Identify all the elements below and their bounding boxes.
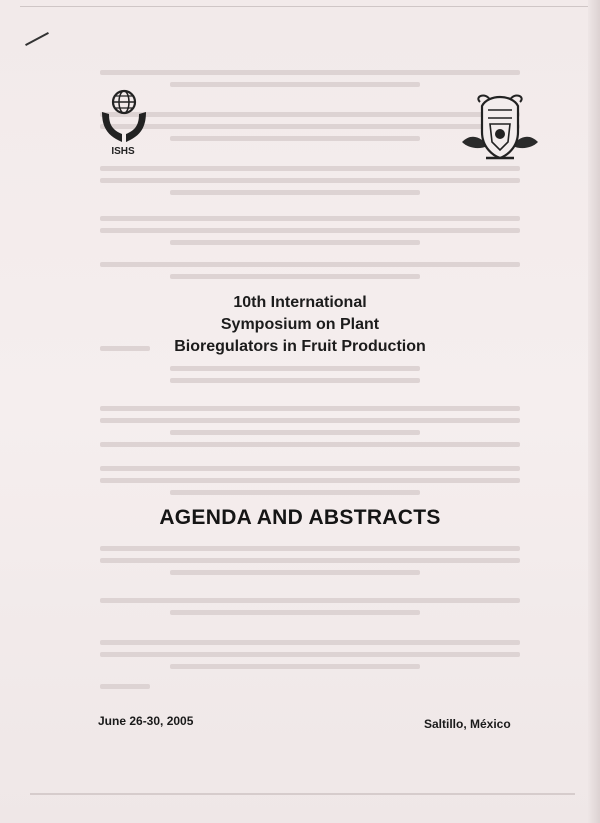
ishs-logo-label: ISHS — [111, 146, 135, 157]
event-location: Saltillo, México — [424, 717, 511, 731]
symposium-title-line-3: Bioregulators in Fruit Production — [174, 338, 426, 355]
page-edge-right — [588, 0, 600, 823]
symposium-title-line-2: Symposium on Plant — [220, 316, 380, 333]
document-heading: AGENDA AND ABSTRACTS — [159, 506, 441, 529]
pen-mark — [25, 32, 49, 46]
event-date: June 26-30, 2005 — [98, 714, 194, 728]
symposium-title-line-1: 10th International — [233, 294, 367, 311]
university-seal — [458, 92, 542, 164]
page-edge-top — [20, 6, 590, 7]
page-edge-bottom — [30, 793, 575, 795]
